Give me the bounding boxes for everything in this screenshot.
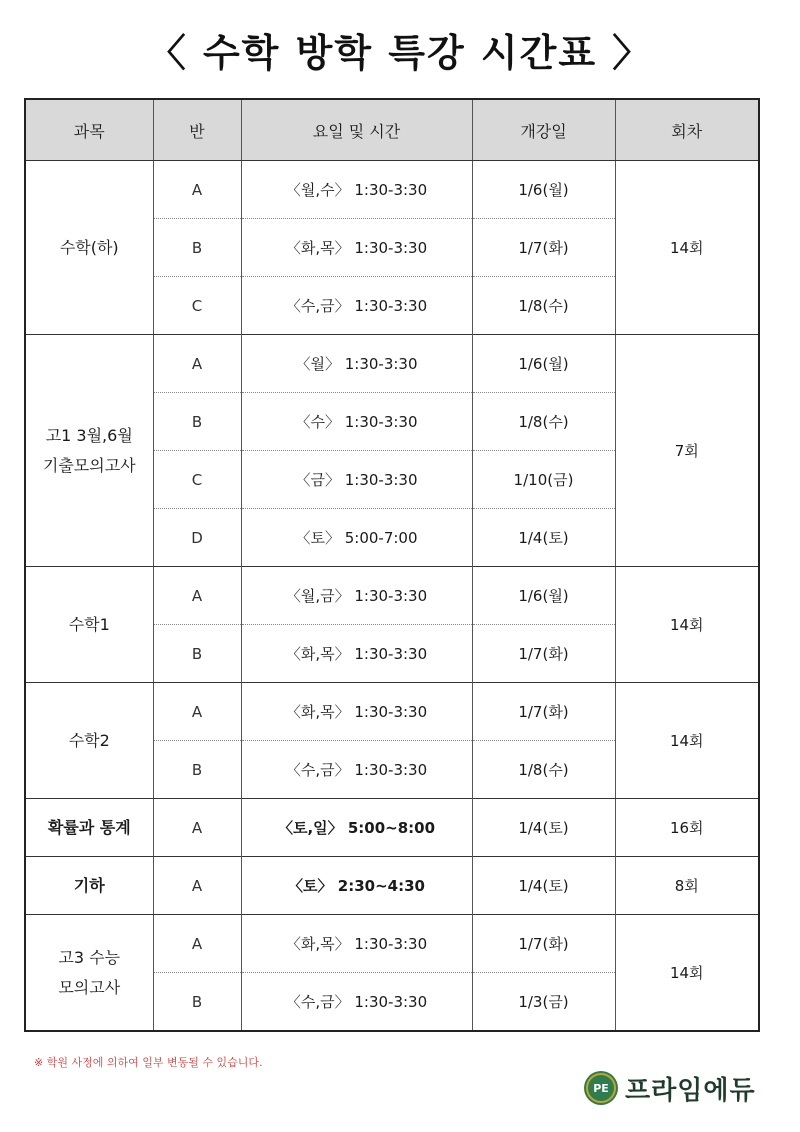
schedule-cell: 〈수,금〉 1:30-3:30 bbox=[241, 973, 472, 1032]
sessions-cell: 14회 bbox=[615, 161, 759, 335]
schedule-cell: 〈수〉 1:30-3:30 bbox=[241, 393, 472, 451]
svg-text:PE: PE bbox=[593, 1082, 609, 1095]
class-cell: A bbox=[153, 567, 241, 625]
start-date-cell: 1/7(화) bbox=[472, 915, 615, 973]
header-row bbox=[25, 99, 759, 161]
start-date-cell: 1/6(월) bbox=[472, 567, 615, 625]
subject-cell: 확률과 통계 bbox=[25, 799, 153, 857]
table-row bbox=[25, 683, 759, 741]
class-cell: B bbox=[153, 741, 241, 799]
sessions-cell: 7회 bbox=[615, 335, 759, 567]
class-cell: B bbox=[153, 393, 241, 451]
schedule-body bbox=[25, 161, 759, 1032]
sessions-cell: 14회 bbox=[615, 915, 759, 1032]
sessions-cell: 14회 bbox=[615, 567, 759, 683]
start-date-cell: 1/7(화) bbox=[472, 625, 615, 683]
header-class: 반 bbox=[153, 99, 241, 161]
start-date-cell: 1/7(화) bbox=[472, 683, 615, 741]
start-date-cell: 1/6(월) bbox=[472, 335, 615, 393]
brand-logo bbox=[583, 1068, 756, 1108]
schedule-cell: 〈수,금〉 1:30-3:30 bbox=[241, 741, 472, 799]
header-start-date: 개강일 bbox=[472, 99, 615, 161]
class-cell: B bbox=[153, 219, 241, 277]
start-date-cell: 1/10(금) bbox=[472, 451, 615, 509]
subject-cell: 고1 3월,6월 기출모의고사 bbox=[25, 335, 153, 567]
subject-cell: 고3 수능 모의고사 bbox=[25, 915, 153, 1032]
start-date-cell: 1/8(수) bbox=[472, 277, 615, 335]
header-sessions: 회차 bbox=[615, 99, 759, 161]
subject-cell: 수학(하) bbox=[25, 161, 153, 335]
class-cell: D bbox=[153, 509, 241, 567]
table-row bbox=[25, 799, 759, 857]
start-date-cell: 1/4(토) bbox=[472, 857, 615, 915]
schedule-cell: 〈금〉 1:30-3:30 bbox=[241, 451, 472, 509]
schedule-cell: 〈토,일〉 5:00~8:00 bbox=[241, 799, 472, 857]
schedule-cell: 〈화,목〉 1:30-3:30 bbox=[241, 915, 472, 973]
class-cell: A bbox=[153, 915, 241, 973]
table-row bbox=[25, 857, 759, 915]
subject-cell: 수학2 bbox=[25, 683, 153, 799]
class-cell: A bbox=[153, 799, 241, 857]
schedule-cell: 〈토〉 2:30~4:30 bbox=[241, 857, 472, 915]
class-cell: A bbox=[153, 857, 241, 915]
schedule-cell: 〈월〉 1:30-3:30 bbox=[241, 335, 472, 393]
sessions-cell: 14회 bbox=[615, 683, 759, 799]
schedule-cell: 〈화,목〉 1:30-3:30 bbox=[241, 625, 472, 683]
class-cell: B bbox=[153, 973, 241, 1032]
start-date-cell: 1/3(금) bbox=[472, 973, 615, 1032]
table-row bbox=[25, 161, 759, 219]
schedule-cell: 〈화,목〉 1:30-3:30 bbox=[241, 683, 472, 741]
schedule-cell: 〈화,목〉 1:30-3:30 bbox=[241, 219, 472, 277]
start-date-cell: 1/4(토) bbox=[472, 799, 615, 857]
header-schedule: 요일 및 시간 bbox=[241, 99, 472, 161]
sessions-cell: 16회 bbox=[615, 799, 759, 857]
class-cell: B bbox=[153, 625, 241, 683]
start-date-cell: 1/4(토) bbox=[472, 509, 615, 567]
schedule-cell: 〈월,금〉 1:30-3:30 bbox=[241, 567, 472, 625]
start-date-cell: 1/6(월) bbox=[472, 161, 615, 219]
notice-text: ※ 학원 사정에 의하여 일부 변동될 수 있습니다. bbox=[34, 1056, 263, 1069]
class-cell: A bbox=[153, 161, 241, 219]
subject-cell: 기하 bbox=[25, 857, 153, 915]
class-cell: C bbox=[153, 277, 241, 335]
schedule-table bbox=[24, 98, 760, 1032]
page-title: 〈 수학 방학 특강 시간표 〉 bbox=[147, 31, 653, 75]
academy-logo-icon bbox=[583, 1070, 619, 1106]
class-cell: C bbox=[153, 451, 241, 509]
sessions-cell: 8회 bbox=[615, 857, 759, 915]
subject-cell: 수학1 bbox=[25, 567, 153, 683]
table-row bbox=[25, 567, 759, 625]
table-row bbox=[25, 335, 759, 393]
class-cell: A bbox=[153, 683, 241, 741]
start-date-cell: 1/8(수) bbox=[472, 741, 615, 799]
class-cell: A bbox=[153, 335, 241, 393]
schedule-cell: 〈수,금〉 1:30-3:30 bbox=[241, 277, 472, 335]
table-row bbox=[25, 915, 759, 973]
start-date-cell: 1/8(수) bbox=[472, 393, 615, 451]
schedule-cell: 〈월,수〉 1:30-3:30 bbox=[241, 161, 472, 219]
brand-name: 프라임에듀 bbox=[625, 1075, 756, 1106]
header-subject: 과목 bbox=[25, 99, 153, 161]
schedule-cell: 〈토〉 5:00-7:00 bbox=[241, 509, 472, 567]
start-date-cell: 1/7(화) bbox=[472, 219, 615, 277]
